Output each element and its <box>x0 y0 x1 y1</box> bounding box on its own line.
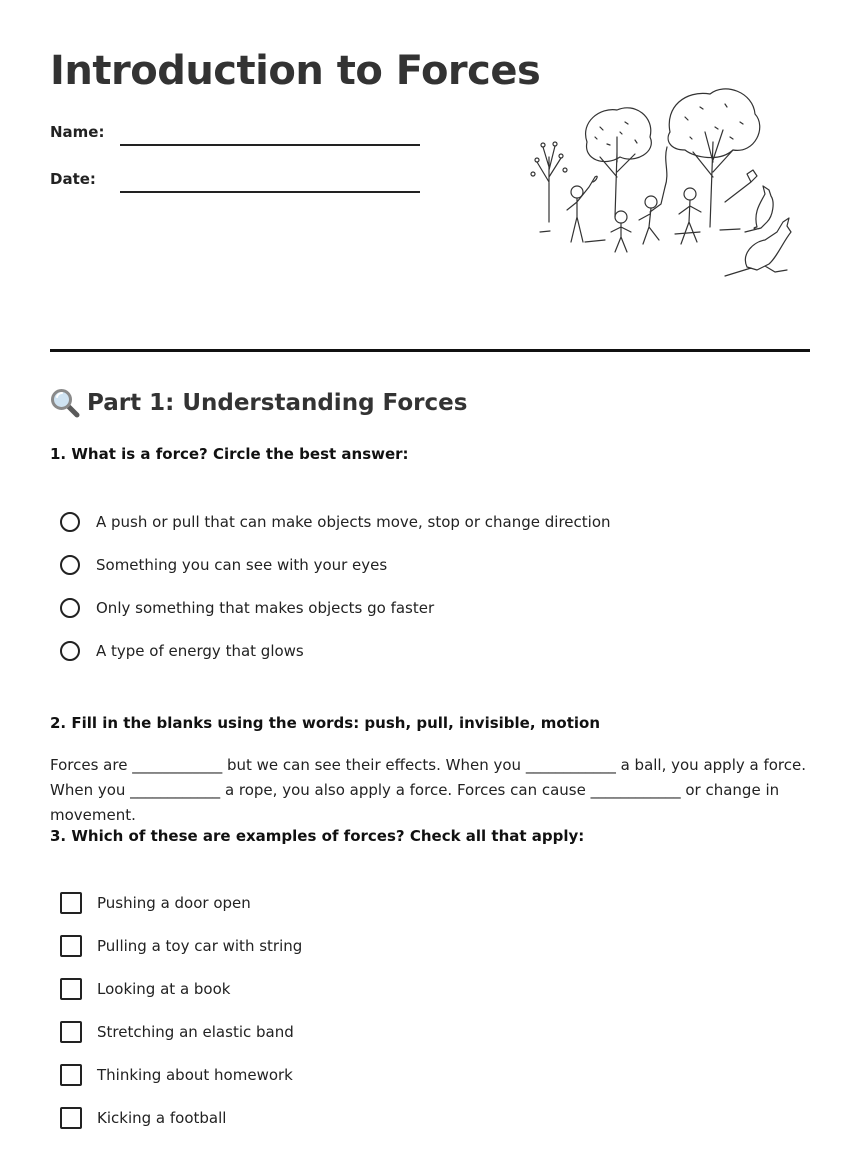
fill-in-blanks-paragraph: Forces are ____________ but we can see their effects. When you ____________ a ball, you apply a force. When you ____________ a rope, you also apply a force. Forces can cause ____________ or change in movement. <box>50 756 807 824</box>
q1-option-label: Something you can see with your eyes <box>96 556 388 574</box>
checkbox-icon[interactable] <box>60 1021 82 1043</box>
section-divider <box>50 349 810 352</box>
q1-option[interactable] <box>60 509 611 535</box>
q3-option-label: Thinking about homework <box>97 1066 293 1084</box>
checkbox-icon[interactable] <box>60 978 82 1000</box>
children-playing-in-park-illustration <box>525 82 800 287</box>
q3-option[interactable] <box>60 1062 293 1088</box>
circle-option-icon[interactable] <box>60 512 80 532</box>
question-3: 3. Which of these are examples of forces? Check all that apply: <box>50 827 585 845</box>
circle-option-icon[interactable] <box>60 641 80 661</box>
q3-option[interactable] <box>60 1019 294 1045</box>
date-label: Date: <box>50 170 96 188</box>
magnifying-glass-icon <box>50 388 80 418</box>
q1-option-label: A type of energy that glows <box>96 642 304 660</box>
q3-option-label: Pulling a toy car with string <box>97 937 303 955</box>
name-input-line[interactable] <box>120 144 420 146</box>
q1-option[interactable] <box>60 638 304 664</box>
q1-option[interactable] <box>60 595 434 621</box>
q3-option[interactable] <box>60 890 251 916</box>
q3-option[interactable] <box>60 933 302 959</box>
q3-option-label: Pushing a door open <box>97 894 251 912</box>
part1-title <box>50 388 467 418</box>
q1-option-label: Only something that makes objects go faster <box>96 599 435 617</box>
checkbox-icon[interactable] <box>60 1107 82 1129</box>
circle-option-icon[interactable] <box>60 555 80 575</box>
q3-option[interactable] <box>60 1105 226 1131</box>
date-input-line[interactable] <box>120 191 420 193</box>
date-field <box>50 166 420 196</box>
part1-title-text: Part 1: Understanding Forces <box>87 390 468 416</box>
checkbox-icon[interactable] <box>60 892 82 914</box>
circle-option-icon[interactable] <box>60 598 80 618</box>
q3-option-label: Kicking a football <box>97 1109 227 1127</box>
q1-option-label: A push or pull that can make objects move, stop or change direction <box>96 513 611 531</box>
q3-option[interactable] <box>60 976 230 1002</box>
q1-option[interactable] <box>60 552 387 578</box>
page-title: Introduction to Forces <box>50 48 541 94</box>
name-field <box>50 119 420 149</box>
checkbox-icon[interactable] <box>60 1064 82 1086</box>
q3-option-label: Stretching an elastic band <box>97 1023 294 1041</box>
name-label: Name: <box>50 123 105 141</box>
checkbox-icon[interactable] <box>60 935 82 957</box>
question-2: 2. Fill in the blanks using the words: push, pull, invisible, motion <box>50 714 600 732</box>
q3-option-label: Looking at a book <box>97 980 231 998</box>
question-1: 1. What is a force? Circle the best answer: <box>50 445 409 463</box>
